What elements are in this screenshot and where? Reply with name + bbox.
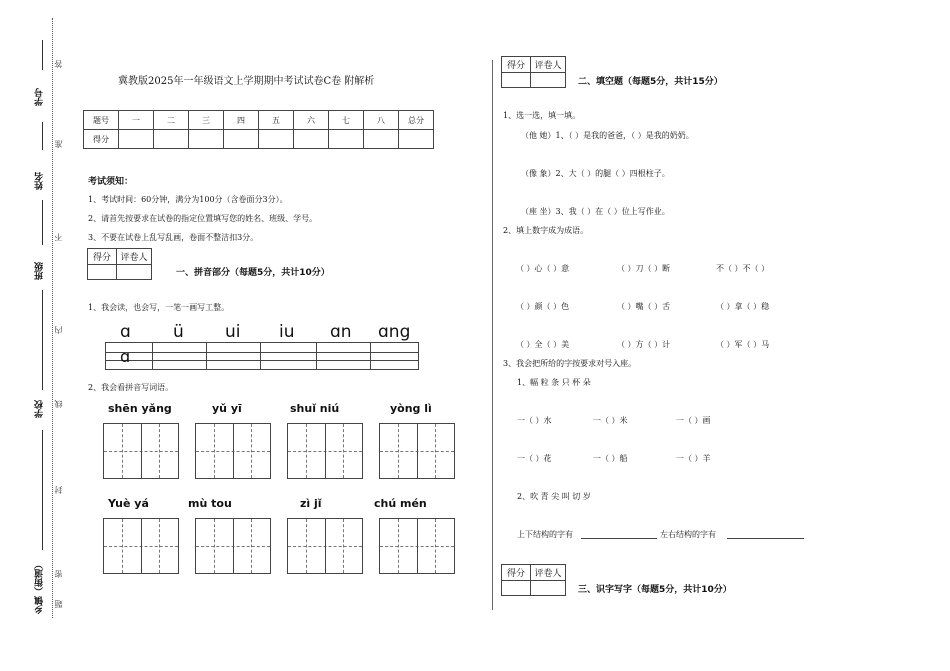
pinyin-word: mù tou bbox=[188, 497, 232, 510]
section2-heading: 二、填空题（每题5分，共计15分） bbox=[578, 77, 723, 87]
blank-line bbox=[42, 40, 43, 70]
score-header: 四 bbox=[224, 111, 259, 130]
seal-char: 答 bbox=[54, 60, 63, 68]
score-header: 七 bbox=[329, 111, 364, 130]
pinyin-word: shuǐ niú bbox=[290, 402, 340, 415]
tianzi-box[interactable] bbox=[287, 423, 363, 479]
measure-word: 一（ ）羊 bbox=[676, 454, 711, 463]
tianzi-box[interactable] bbox=[287, 518, 363, 574]
seal-char: 封 bbox=[54, 486, 63, 494]
tianzi-box[interactable] bbox=[195, 423, 271, 479]
written-letter: ɑ bbox=[120, 347, 131, 366]
pinyin-word: zì jǐ bbox=[300, 497, 322, 510]
seal-char: 线 bbox=[54, 400, 63, 408]
fill-line: （像 象）2、大（ ）的腿（ ）四根柱子。 bbox=[521, 169, 670, 178]
char-set: 2、吹 青 尖 叫 切 岁 bbox=[517, 492, 591, 501]
grader-cell[interactable] bbox=[531, 581, 566, 596]
score-cell[interactable] bbox=[259, 130, 294, 149]
grader-score-label: 得分 bbox=[502, 57, 531, 73]
section2-q2: 2、填上数字成为成语。 bbox=[503, 226, 589, 235]
measure-word: 一（ ）船 bbox=[593, 454, 628, 463]
measure-word: 一（ ）米 bbox=[593, 416, 628, 425]
fill-line: （座 坐）3、我（ ）在（ ）位上写作业。 bbox=[521, 207, 670, 216]
score-header: 一 bbox=[119, 111, 154, 130]
score-cell[interactable] bbox=[294, 130, 329, 149]
blank-line bbox=[42, 122, 43, 150]
grader-cell[interactable] bbox=[88, 265, 117, 280]
grader-name-label: 评卷人 bbox=[117, 249, 152, 265]
score-cell[interactable] bbox=[329, 130, 364, 149]
column-divider bbox=[492, 60, 493, 610]
idiom: （ ）拿（ ）稳 bbox=[716, 302, 770, 311]
school-label: 学校 bbox=[35, 400, 45, 418]
pinyin-word: yǔ yī bbox=[212, 402, 242, 415]
pinyin-letter: iu bbox=[279, 322, 295, 342]
section2-q1: 1、选一选，填一填。 bbox=[503, 111, 581, 120]
grader-box bbox=[501, 56, 566, 88]
grader-name-label: 评卷人 bbox=[531, 565, 566, 581]
score-cell[interactable] bbox=[189, 130, 224, 149]
pinyin-letter: ui bbox=[225, 322, 241, 342]
student-id-label: 学号 bbox=[35, 88, 45, 106]
measure-word: 一（ ）花 bbox=[517, 454, 552, 463]
pinyin-word: chú mén bbox=[374, 497, 427, 510]
pinyin-letter: ɑ bbox=[120, 322, 131, 342]
score-header: 题号 bbox=[84, 111, 119, 130]
pinyin-letter: ɑn bbox=[330, 322, 352, 342]
idiom: 不（ ）不（ ） bbox=[716, 264, 770, 273]
score-header: 三 bbox=[189, 111, 224, 130]
binding-dotted-line bbox=[52, 18, 53, 618]
score-cell[interactable] bbox=[154, 130, 189, 149]
grader-cell[interactable] bbox=[502, 73, 531, 88]
seal-char: 准 bbox=[54, 140, 63, 148]
idiom: （ ）心（ ）意 bbox=[516, 264, 570, 273]
blank-line bbox=[42, 200, 43, 245]
tianzi-box[interactable] bbox=[379, 423, 455, 479]
grader-cell[interactable] bbox=[531, 73, 566, 88]
class-label: 班级 bbox=[35, 262, 45, 280]
idiom: （ ）军（ ）马 bbox=[716, 340, 770, 349]
seal-char: 密 bbox=[54, 570, 63, 578]
seal-char: 不 bbox=[54, 233, 63, 241]
notice-item: 1、考试时间：60分钟，满分为100分（含卷面分3分）。 bbox=[88, 195, 288, 204]
score-cell[interactable] bbox=[119, 130, 154, 149]
answer-line[interactable] bbox=[581, 538, 657, 539]
grader-name-label: 评卷人 bbox=[531, 57, 566, 73]
seal-char: 题 bbox=[54, 600, 63, 608]
pinyin-word: shēn yǎng bbox=[108, 402, 172, 415]
measure-word: 一（ ）画 bbox=[676, 416, 711, 425]
section3-heading: 三、识字写字（每题5分，共计10分） bbox=[578, 585, 732, 595]
score-header: 五 bbox=[259, 111, 294, 130]
tianzi-box[interactable] bbox=[103, 423, 179, 479]
exam-title: 冀教版2025年一年级语文上学期期中考试试卷C卷 附解析 bbox=[118, 76, 375, 87]
idiom: （ ）方（ ）计 bbox=[617, 340, 671, 349]
score-header: 二 bbox=[154, 111, 189, 130]
fill-line: （他 她）1、（ ）是我的爸爸，（ ）是我的奶奶。 bbox=[521, 131, 694, 140]
score-row-label: 得分 bbox=[84, 130, 119, 149]
score-header: 总分 bbox=[399, 111, 434, 130]
pinyin-letter: ü bbox=[173, 322, 184, 342]
pinyin-word: yòng lì bbox=[390, 402, 432, 415]
score-table bbox=[83, 110, 434, 149]
blank-line bbox=[42, 290, 43, 390]
grader-box bbox=[87, 248, 152, 280]
score-cell[interactable] bbox=[364, 130, 399, 149]
grader-box bbox=[501, 564, 566, 596]
fill-label: 上下结构的字有 bbox=[517, 530, 573, 539]
score-header: 八 bbox=[364, 111, 399, 130]
grader-cell[interactable] bbox=[502, 581, 531, 596]
measure-word: 一（ ）水 bbox=[517, 416, 552, 425]
section1-q1: 1、我会读，也会写，一笔一画写工整。 bbox=[88, 303, 230, 312]
township-label: 乡镇（街道） bbox=[35, 560, 45, 614]
grader-cell[interactable] bbox=[117, 265, 152, 280]
section1-heading: 一、拼音部分（每题5分，共计10分） bbox=[176, 268, 330, 278]
notice-item: 3、不要在试卷上乱写乱画，卷面不整洁扣3分。 bbox=[88, 233, 259, 242]
idiom: （ ）颜（ ）色 bbox=[516, 302, 570, 311]
idiom: （ ）刀（ ）断 bbox=[617, 264, 671, 273]
section1-q2: 2、我会看拼音写词语。 bbox=[88, 383, 174, 392]
seal-char: 内 bbox=[54, 326, 63, 334]
tianzi-box[interactable] bbox=[195, 518, 271, 574]
blank-line bbox=[42, 430, 43, 550]
pinyin-writing-row[interactable] bbox=[105, 342, 419, 370]
section2-q3: 3、我会把所给的字按要求对号入座。 bbox=[503, 359, 637, 368]
score-cell[interactable] bbox=[224, 130, 259, 149]
score-header: 六 bbox=[294, 111, 329, 130]
fill-label: 左右结构的字有 bbox=[660, 530, 716, 539]
char-set: 1、幅 粒 条 只 杯 朵 bbox=[517, 378, 591, 387]
notice-item: 2、请首先按要求在试卷的指定位置填写您的姓名、班级、学号。 bbox=[88, 214, 318, 223]
name-label: 姓名 bbox=[35, 172, 45, 190]
idiom: （ ）全（ ）美 bbox=[516, 340, 570, 349]
tianzi-box[interactable] bbox=[379, 518, 455, 574]
answer-line[interactable] bbox=[727, 538, 804, 539]
grader-score-label: 得分 bbox=[502, 565, 531, 581]
notice-heading: 考试须知： bbox=[88, 177, 134, 187]
pinyin-word: Yuè yá bbox=[108, 497, 149, 510]
pinyin-letter: ɑng bbox=[378, 322, 411, 342]
score-cell[interactable] bbox=[399, 130, 434, 149]
tianzi-box[interactable] bbox=[103, 518, 179, 574]
idiom: （ ）嘴（ ）舌 bbox=[617, 302, 671, 311]
grader-score-label: 得分 bbox=[88, 249, 117, 265]
